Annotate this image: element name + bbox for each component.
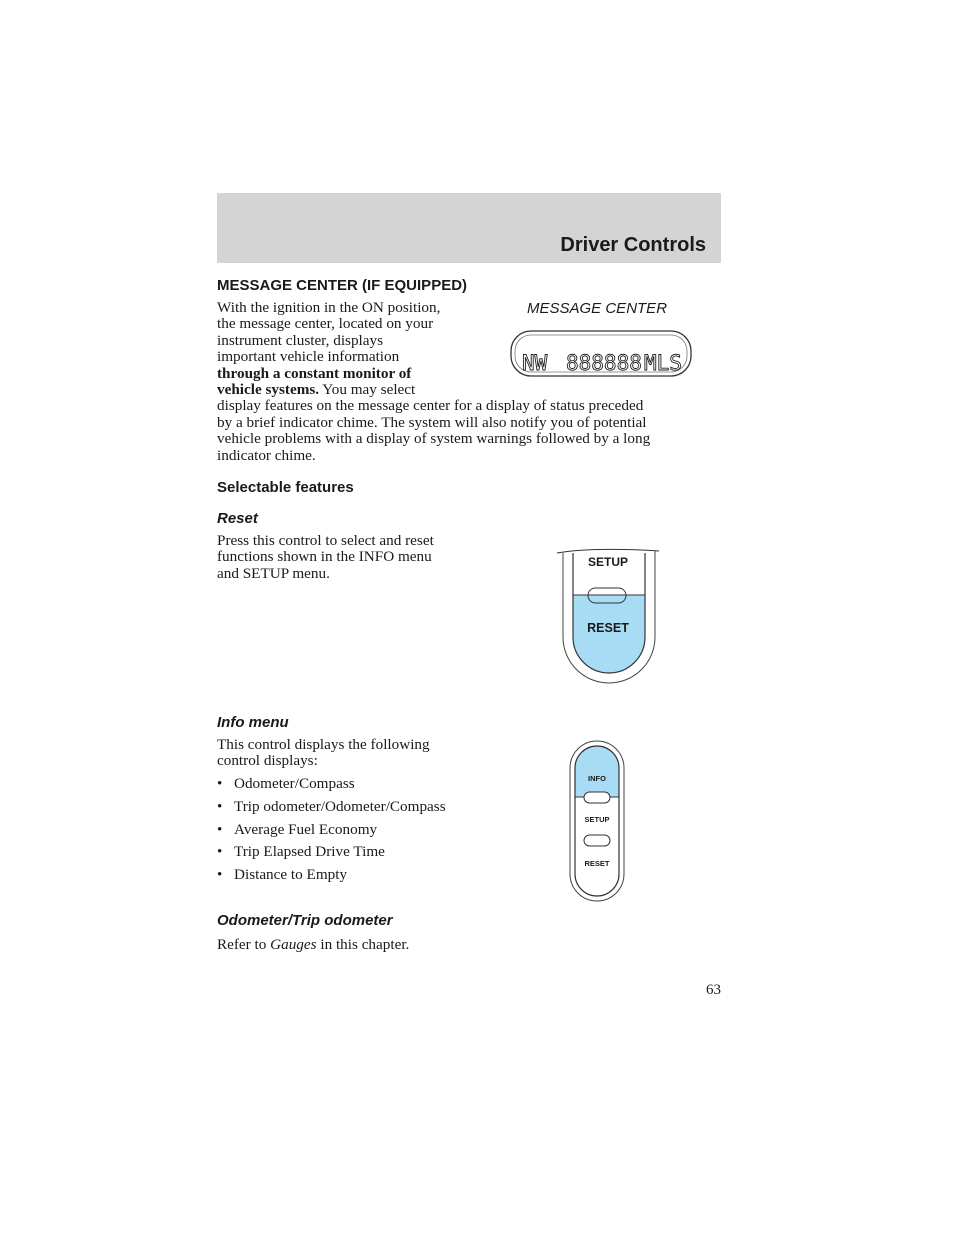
list-item: • Odometer/Compass xyxy=(217,775,355,792)
list-item-text: Distance to Empty xyxy=(234,866,348,884)
list-item: • Average Fuel Economy xyxy=(217,820,378,838)
reset-line: and SETUP menu. xyxy=(217,564,330,582)
gauges-reference: Gauges xyxy=(270,936,317,953)
message-center-caption: MESSAGE CENTER xyxy=(527,300,668,317)
selectable-features-heading: Selectable features xyxy=(217,479,354,496)
list-item: • Trip odometer/Odometer/Compass xyxy=(217,797,446,815)
odometer-text: Refer to xyxy=(217,936,271,953)
intro-line: display features on the message center for a display of status preceded xyxy=(217,397,644,415)
odometer-paragraph xyxy=(217,937,409,953)
info-line: This control displays the following xyxy=(217,736,430,753)
reset-label: RESET xyxy=(587,621,629,635)
reset-line: Press this control to select and reset xyxy=(217,532,434,549)
info-menu-paragraph xyxy=(217,737,430,770)
intro-bold: through a constant monitor of xyxy=(217,364,412,382)
info-label: INFO xyxy=(588,774,606,783)
header-band xyxy=(217,193,721,263)
intro-line: indicator chime. xyxy=(217,446,316,464)
intro-line: instrument cluster, displays xyxy=(217,331,384,349)
list-item-text: Trip odometer/Odometer/Compass xyxy=(234,797,446,815)
intro-paragraph xyxy=(217,300,650,464)
intro-line: the message center, located on your xyxy=(217,315,434,333)
odometer-text: in this chapter. xyxy=(316,936,410,953)
info-setup-reset-control-figure xyxy=(568,739,626,903)
info-line: control displays: xyxy=(217,752,318,770)
setup-label: SETUP xyxy=(587,555,629,569)
intro-bold: vehicle systems. xyxy=(217,381,320,399)
reset-heading: Reset xyxy=(217,510,258,527)
display-units: MLS xyxy=(644,351,682,375)
intro-line: by a brief indicator chime. The system will also notify you of potential xyxy=(217,413,647,431)
intro-line: With the ignition in the ON position, xyxy=(217,299,441,316)
setup-reset-control-figure xyxy=(555,545,661,687)
page-number: 63 xyxy=(706,982,721,998)
list-item-text: Trip Elapsed Drive Time xyxy=(234,843,385,861)
reset-line: functions shown in the INFO menu xyxy=(217,548,432,566)
list-item: • Distance to Empty xyxy=(217,866,348,884)
setup-label: SETUP xyxy=(584,815,610,824)
list-item-text: Average Fuel Economy xyxy=(234,820,378,838)
reset-paragraph xyxy=(217,533,434,582)
info-menu-list xyxy=(217,775,446,889)
intro-line: vehicle problems with a display of system warnings followed by a long xyxy=(217,430,651,448)
section-title: MESSAGE CENTER (IF EQUIPPED) xyxy=(217,277,468,294)
info-menu-heading: Info menu xyxy=(217,714,289,731)
list-item-text: Odometer/Compass xyxy=(234,775,355,792)
intro-line: important vehicle information xyxy=(217,348,400,366)
chapter-title: Driver Controls xyxy=(560,234,706,256)
display-direction: NW xyxy=(522,351,548,375)
message-center-display-figure xyxy=(510,330,692,378)
intro-line: You may select xyxy=(319,381,416,399)
display-digits: 888888 xyxy=(566,351,642,375)
reset-label: RESET xyxy=(584,859,610,868)
odometer-heading: Odometer/Trip odometer xyxy=(217,912,393,929)
list-item: • Trip Elapsed Drive Time xyxy=(217,843,385,861)
